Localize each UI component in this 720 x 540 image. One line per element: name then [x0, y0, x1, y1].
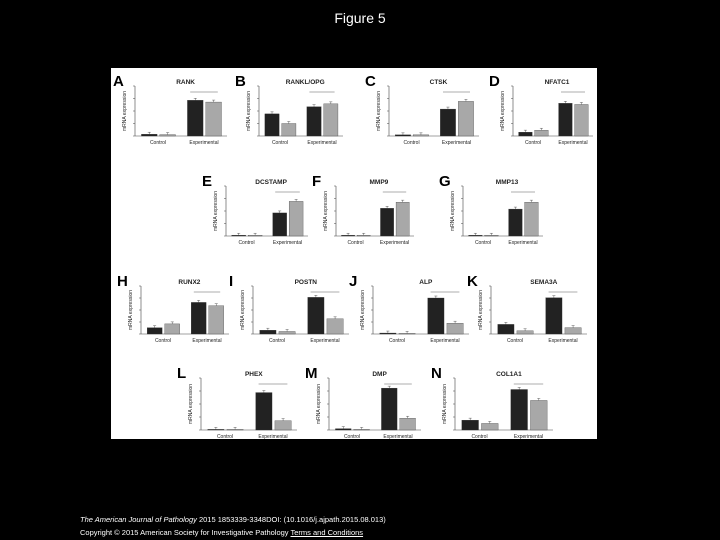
bar-b-experimental-2	[324, 104, 338, 136]
chart-title-f: MMP9	[369, 179, 389, 186]
citation-details: 2015 1853339-3348DOI: (10.1016/j.ajpath.2015.08.013)	[196, 515, 386, 524]
chart-title-m: DMP	[372, 371, 387, 378]
bar-d-experimental-2	[575, 104, 589, 136]
bar-d-control-1	[519, 132, 533, 136]
chart-title-k: SEMA3A	[530, 279, 558, 286]
y-label-k: mRNA expression	[478, 289, 484, 331]
bar-a-control-2	[160, 135, 176, 136]
category-label-h-2: Experimental	[192, 338, 222, 344]
bar-g-experimental-2	[525, 202, 539, 236]
panel-letter-k: K	[467, 273, 478, 290]
bar-c-experimental-1	[440, 109, 455, 136]
figure-panel	[111, 68, 597, 439]
category-label-m-1: Control	[343, 434, 361, 439]
category-label-e-1: Control	[238, 240, 255, 246]
category-label-d-1: Control	[524, 140, 542, 146]
bar-h-experimental-2	[209, 306, 224, 334]
panel-letter-a: A	[113, 73, 124, 90]
chart-title-a: RANK	[176, 79, 195, 86]
category-label-h-1: Control	[154, 338, 172, 344]
bar-d-experimental-1	[559, 103, 573, 136]
category-label-g-2: Experimental	[508, 240, 538, 246]
chart-title-d: NFATC1	[544, 79, 570, 86]
bar-g-control-2	[485, 235, 499, 236]
bar-m-experimental-1	[381, 388, 397, 430]
chart-title-h: RUNX2	[178, 279, 201, 286]
chart-title-g: MMP13	[495, 179, 519, 186]
y-label-a: mRNA expression	[122, 90, 128, 132]
bar-a-experimental-1	[187, 100, 203, 136]
panel-letter-g: G	[439, 173, 451, 190]
bar-l-control-2	[227, 429, 243, 430]
panel-letter-h: H	[117, 273, 128, 290]
bar-h-experimental-1	[191, 302, 206, 334]
copyright-line	[80, 528, 363, 537]
category-label-d-2: Experimental	[558, 140, 588, 146]
bar-f-control-2	[357, 235, 370, 236]
bar-h-control-2	[165, 324, 180, 334]
bar-m-control-1	[335, 429, 351, 430]
y-label-h: mRNA expression	[128, 289, 134, 331]
bar-g-experimental-1	[509, 209, 523, 236]
bar-d-control-2	[535, 130, 549, 136]
panel-letter-d: D	[489, 73, 500, 90]
bar-c-experimental-2	[458, 101, 473, 136]
category-label-i-1: Control	[268, 338, 286, 344]
bar-n-control-2	[481, 423, 498, 430]
category-label-c-1: Control	[403, 140, 420, 146]
bar-l-control-1	[208, 429, 224, 430]
category-label-a-2: Experimental	[189, 140, 219, 146]
category-label-m-2: Experimental	[383, 434, 413, 439]
journal-name: The American Journal of Pathology	[80, 515, 197, 524]
bar-i-control-2	[279, 331, 295, 334]
y-label-c: mRNA expression	[376, 90, 382, 132]
y-label-i: mRNA expression	[240, 289, 246, 331]
bar-c-control-2	[413, 135, 428, 136]
bar-a-control-1	[141, 134, 157, 136]
bar-j-control-2	[399, 333, 415, 334]
chart-title-n: COL1A1	[496, 371, 522, 378]
page-title: Figure 5	[334, 10, 386, 26]
bar-c-control-1	[395, 135, 410, 136]
bar-n-experimental-1	[511, 389, 528, 430]
chart-title-c: CTSK	[429, 79, 448, 86]
bar-l-experimental-1	[256, 393, 272, 430]
y-label-g: mRNA expression	[450, 190, 456, 232]
bar-j-control-1	[380, 333, 396, 334]
bar-k-control-1	[498, 324, 514, 334]
y-label-m: mRNA expression	[316, 383, 322, 425]
y-label-d: mRNA expression	[500, 90, 506, 132]
panel-letter-i: I	[229, 273, 234, 290]
bar-b-control-2	[282, 124, 296, 137]
y-label-e: mRNA expression	[213, 190, 219, 232]
copyright-text: Copyright © 2015 American Society for Investigative Pathology	[80, 528, 291, 537]
bar-e-experimental-1	[273, 213, 287, 236]
category-label-n-1: Control	[471, 434, 488, 439]
chart-title-j: ALP	[419, 279, 433, 286]
category-label-k-2: Experimental	[548, 338, 578, 344]
y-label-b: mRNA expression	[246, 90, 252, 132]
category-label-g-1: Control	[474, 240, 492, 246]
bar-i-experimental-1	[308, 297, 324, 334]
bar-l-experimental-2	[275, 421, 291, 430]
bar-e-experimental-2	[289, 201, 303, 236]
bar-e-control-1	[232, 235, 246, 236]
category-label-l-1: Control	[216, 434, 234, 439]
terms-link[interactable]: Terms and Conditions	[290, 528, 364, 537]
bar-n-control-1	[462, 420, 479, 430]
panel-letter-f: F	[312, 173, 322, 190]
bar-j-experimental-2	[447, 323, 463, 334]
bar-b-experimental-1	[307, 107, 321, 136]
category-label-l-2: Experimental	[258, 434, 288, 439]
category-label-e-2: Experimental	[272, 240, 303, 246]
category-label-b-2: Experimental	[307, 140, 337, 146]
panel-letter-b: B	[235, 73, 246, 90]
y-label-l: mRNA expression	[188, 383, 194, 425]
bar-a-experimental-2	[206, 102, 222, 136]
panel-letter-e: E	[202, 173, 213, 190]
bar-n-experimental-2	[530, 400, 547, 430]
chart-title-i: POSTN	[294, 279, 318, 286]
panel-letter-n: N	[431, 365, 442, 382]
bar-i-experimental-2	[327, 319, 343, 334]
category-label-k-1: Control	[506, 338, 524, 344]
category-label-i-2: Experimental	[310, 338, 340, 344]
bar-g-control-1	[469, 235, 483, 236]
bar-i-control-1	[260, 330, 276, 334]
bar-e-control-2	[248, 235, 262, 236]
bar-m-control-2	[354, 429, 370, 430]
y-label-n: mRNA expression	[442, 383, 448, 425]
panel-letter-l: L	[177, 365, 187, 382]
y-label-j: mRNA expression	[360, 289, 366, 331]
panel-letter-c: C	[365, 73, 376, 90]
category-label-n-2: Experimental	[513, 434, 544, 439]
bar-m-experimental-2	[400, 418, 416, 430]
citation-line	[80, 515, 386, 524]
bar-b-control-1	[265, 114, 279, 136]
category-label-j-1: Control	[388, 338, 406, 344]
category-label-f-2: Experimental	[379, 240, 410, 246]
bar-h-control-1	[147, 328, 162, 334]
panel-letter-j: J	[349, 273, 358, 290]
figure-charts-svg	[111, 68, 597, 439]
panel-letter-m: M	[305, 365, 318, 382]
bar-j-experimental-1	[428, 298, 444, 334]
bar-k-control-2	[517, 331, 533, 334]
category-label-b-1: Control	[271, 140, 289, 146]
category-label-c-2: Experimental	[441, 140, 472, 146]
bar-f-experimental-1	[380, 208, 393, 236]
bar-k-experimental-2	[565, 328, 581, 334]
y-label-f: mRNA expression	[323, 190, 329, 232]
chart-title-l: PHEX	[244, 371, 263, 378]
bar-k-experimental-1	[546, 298, 562, 334]
bar-f-experimental-2	[396, 202, 409, 236]
category-label-j-2: Experimental	[430, 338, 460, 344]
bar-f-control-1	[341, 235, 354, 236]
chart-title-e: DCSTAMP	[255, 179, 287, 186]
category-label-a-1: Control	[149, 140, 167, 146]
category-label-f-1: Control	[347, 240, 364, 246]
chart-title-b: RANKL/OPG	[285, 79, 325, 86]
